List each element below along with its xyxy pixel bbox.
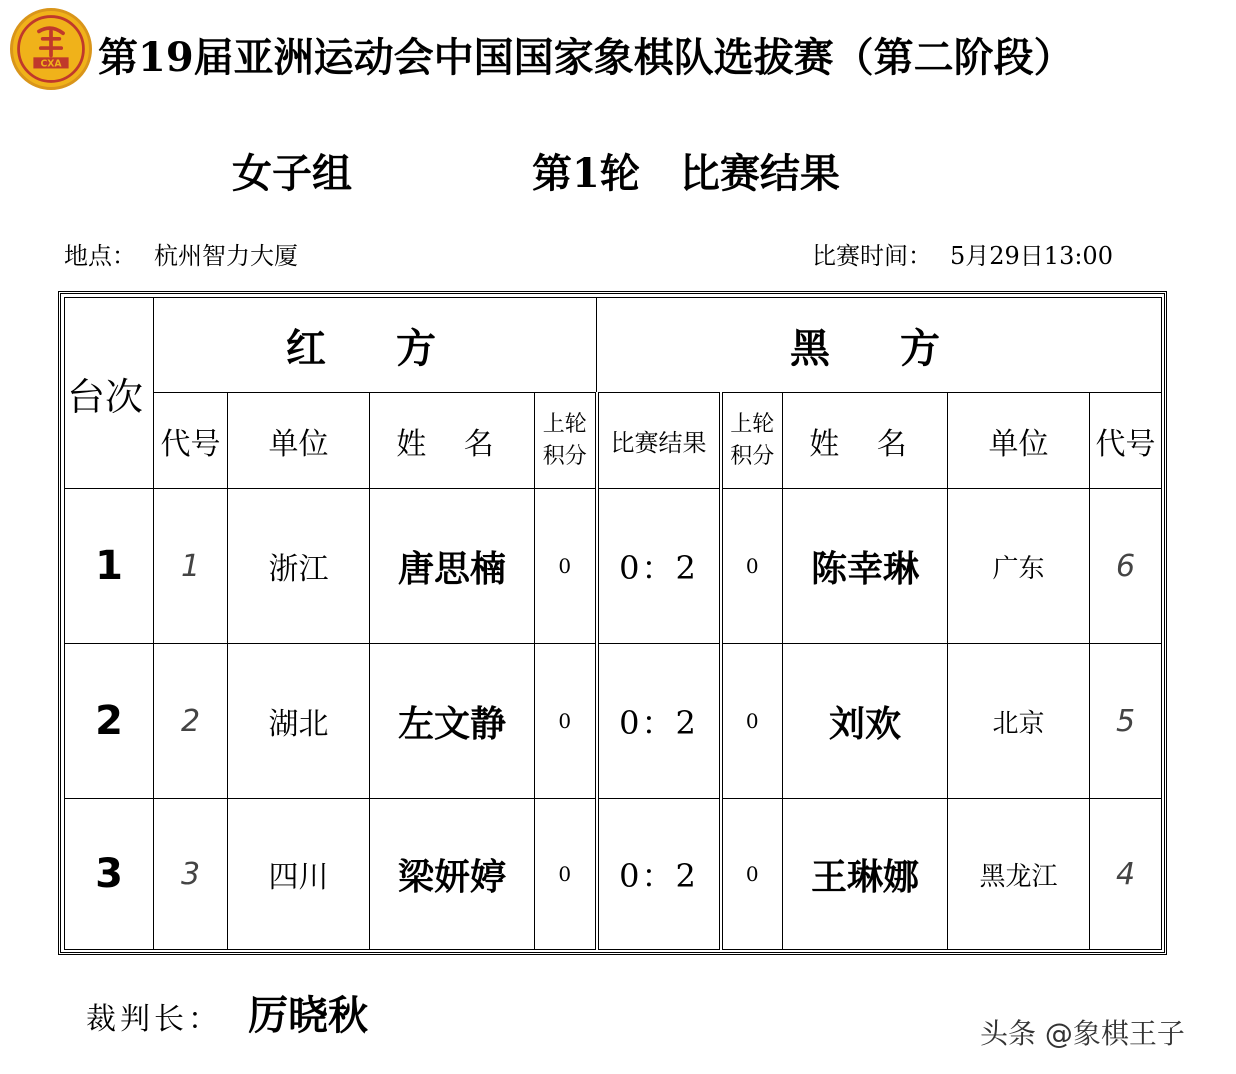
time-value: 5月29日13:00 xyxy=(950,242,1113,270)
round-heading xyxy=(532,142,880,199)
red-name: 唐思楠 xyxy=(370,489,535,644)
header-red-name: 姓 名 xyxy=(370,393,535,489)
watermark: 头条 @象棋王子 xyxy=(980,1017,1185,1050)
round-label: 第1轮 xyxy=(532,150,640,197)
header-black-code: 代号 xyxy=(1090,393,1162,489)
red-name: 梁妍婷 xyxy=(370,799,535,950)
red-code: 3 xyxy=(154,799,228,950)
header-result: 比赛结果 xyxy=(597,393,721,489)
table-number: 1 xyxy=(65,489,154,644)
red-unit: 浙江 xyxy=(228,489,370,644)
header-red-side: 红 方 xyxy=(154,298,597,393)
red-code: 1 xyxy=(154,489,228,644)
header-black-name: 姓 名 xyxy=(783,393,948,489)
header-red-prev-2: 积分 xyxy=(542,443,587,469)
red-points: 0 xyxy=(535,644,597,799)
red-points: 0 xyxy=(535,489,597,644)
black-unit: 北京 xyxy=(948,644,1090,799)
red-points: 0 xyxy=(535,799,597,950)
header-red-unit: 单位 xyxy=(228,393,370,489)
referee-label: 裁判长： xyxy=(86,1002,222,1037)
time-label: 比赛时间： xyxy=(812,242,932,270)
black-unit: 广东 xyxy=(948,489,1090,644)
black-code: 4 xyxy=(1090,799,1162,950)
header-red-prev-points xyxy=(535,393,597,489)
venue-value: 杭州智力大厦 xyxy=(154,242,298,270)
table-row xyxy=(65,799,1162,950)
results-label: 比赛结果 xyxy=(679,150,840,197)
result: 0：2 xyxy=(597,799,721,950)
red-code: 2 xyxy=(154,644,228,799)
venue-label: 地点： xyxy=(64,242,136,270)
event-title: 第19届亚洲运动会中国国家象棋队选拔赛（第二阶段） xyxy=(98,34,1074,81)
header-red-code: 代号 xyxy=(154,393,228,489)
red-unit: 湖北 xyxy=(228,644,370,799)
group-label: 女子组 xyxy=(232,150,352,197)
header-table-no: 台次 xyxy=(65,298,154,489)
header-black-unit: 单位 xyxy=(948,393,1090,489)
red-unit: 四川 xyxy=(228,799,370,950)
black-points: 0 xyxy=(721,644,783,799)
cxa-logo xyxy=(10,8,92,90)
black-code: 5 xyxy=(1090,644,1162,799)
table-row xyxy=(65,644,1162,799)
black-name: 刘欢 xyxy=(783,644,948,799)
red-name: 左文静 xyxy=(370,644,535,799)
result: 0：2 xyxy=(597,644,721,799)
header-black-prev-2: 积分 xyxy=(730,443,775,469)
time-info xyxy=(812,236,1113,271)
header-black-prev-points xyxy=(721,393,783,489)
header-red-prev-1: 上轮 xyxy=(542,411,587,437)
header-black-prev-1: 上轮 xyxy=(730,411,775,437)
header-black-side: 黑 方 xyxy=(597,298,1162,393)
table-number: 3 xyxy=(65,799,154,950)
black-unit: 黑龙江 xyxy=(948,799,1090,950)
table-row xyxy=(65,489,1162,644)
black-points: 0 xyxy=(721,489,783,644)
referee-line xyxy=(86,984,368,1041)
black-points: 0 xyxy=(721,799,783,950)
results-table-frame xyxy=(58,291,1167,955)
result: 0：2 xyxy=(597,489,721,644)
black-code: 6 xyxy=(1090,489,1162,644)
table-number: 2 xyxy=(65,644,154,799)
black-name: 王琳娜 xyxy=(783,799,948,950)
referee-name: 厉晓秋 xyxy=(248,992,368,1039)
black-name: 陈幸琳 xyxy=(783,489,948,644)
venue-info xyxy=(64,236,298,271)
logo-text: CXA xyxy=(40,58,62,70)
results-table xyxy=(64,297,1162,950)
cxa-logo-icon xyxy=(13,11,89,87)
